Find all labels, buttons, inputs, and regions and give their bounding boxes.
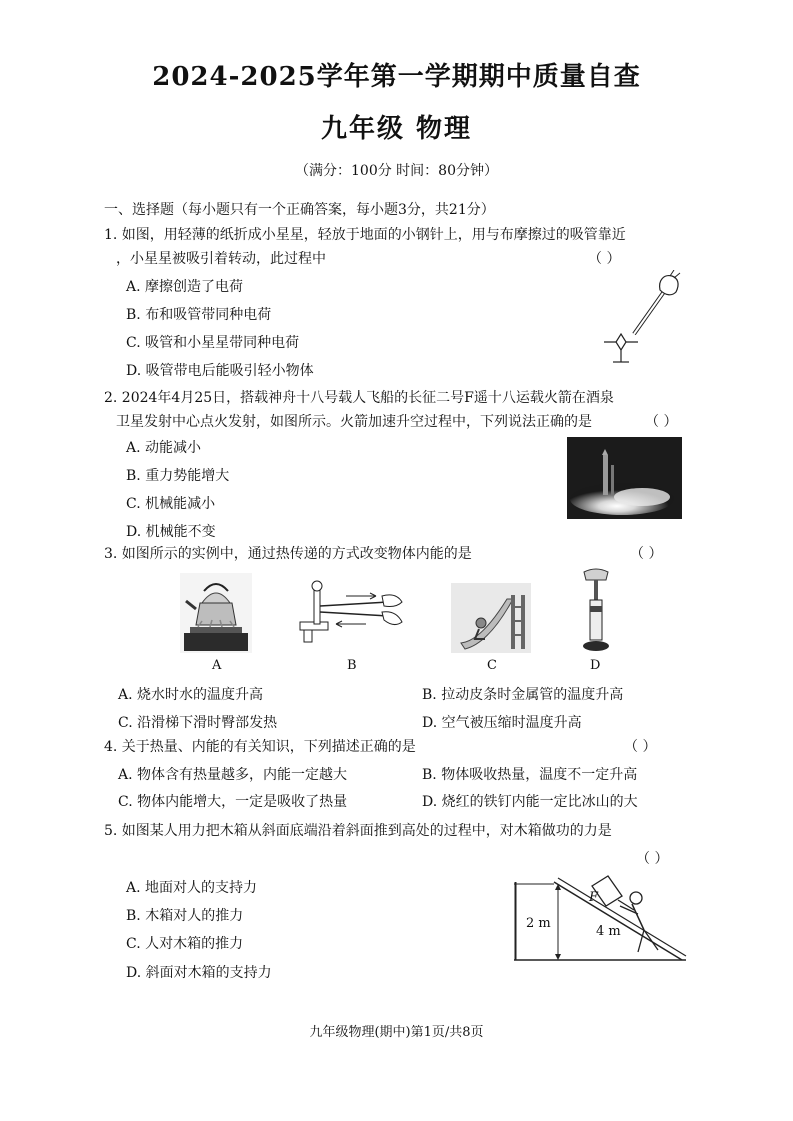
section-heading: 一、选择题（每小题只有一个正确答案，每小题3分，共21分）	[104, 202, 495, 218]
q1-option-d: D. 吸管带电后能吸引轻小物体	[126, 363, 314, 379]
q4-option-b: B. 物体吸收热量，温度不一定升高	[422, 767, 638, 783]
q3-figure-d-air-pump	[578, 566, 614, 656]
q5-option-b: B. 木箱对人的推力	[126, 908, 244, 924]
q3-stem: 3. 如图所示的实例中，通过热传递的方式改变物体内能的是	[104, 546, 472, 562]
q2-stem-line2: 卫星发射中心点火发射，如图所示。火箭加速升空过程中，下列说法正确的是	[116, 414, 592, 430]
q5-option-a: A. 地面对人的支持力	[126, 880, 258, 896]
q4-option-a: A. 物体含有热量越多，内能一定越大	[118, 767, 348, 783]
q5-option-c: C. 人对木箱的推力	[126, 936, 244, 952]
q3-figure-a-kettle	[180, 573, 252, 653]
q4-answer-blank: （ ）	[624, 739, 657, 755]
q4-option-c: C. 物体内能增大，一定是吸收了热量	[118, 794, 348, 810]
q3-option-a: A. 烧水时水的温度升高	[118, 687, 264, 703]
q3-fig-label-b: B	[347, 658, 357, 673]
q5-length-label: 4 m	[596, 924, 621, 939]
q3-fig-label-d: D	[590, 658, 601, 673]
exam-meta: （满分：100分 时间：80分钟）	[295, 163, 498, 179]
q3-answer-blank: （ ）	[630, 546, 663, 562]
q4-stem: 4. 关于热量、内能的有关知识，下列描述正确的是	[104, 739, 416, 755]
q1-stem-line1: 1. 如图，用轻薄的纸折成小星星，轻放于地面的小钢针上，用与布摩擦过的吸管靠近	[104, 227, 626, 243]
q3-fig-label-a: A	[212, 658, 222, 673]
q5-force-label: F	[589, 890, 599, 905]
q3-figure-c-slide	[451, 583, 531, 653]
page-footer: 九年级物理(期中)第1页/共8页	[309, 1025, 484, 1040]
q5-height-label: 2 m	[526, 916, 551, 931]
q1-answer-blank: （ ）	[588, 251, 621, 267]
q1-stem-line2: ，小星星被吸引着转动，此过程中	[116, 251, 326, 267]
q1-option-b: B. 布和吸管带同种电荷	[126, 307, 272, 323]
q3-fig-label-c: C	[487, 658, 497, 673]
q3-option-b: B. 拉动皮条时金属管的温度升高	[422, 687, 624, 703]
q2-option-c: C. 机械能减小	[126, 496, 216, 512]
q3-option-d: D. 空气被压缩时温度升高	[422, 715, 582, 731]
exam-subject: 九年级 物理	[320, 114, 473, 144]
q3-figure-b-strap-tube	[296, 578, 406, 650]
q4-option-d: D. 烧红的铁钉内能一定比冰山的大	[422, 794, 638, 810]
q1-option-a: A. 摩擦创造了电荷	[126, 279, 244, 295]
q2-answer-blank: （ ）	[645, 414, 678, 430]
q1-figure-star-straw	[598, 270, 688, 370]
q5-answer-blank: （ ）	[636, 851, 669, 867]
q2-option-b: B. 重力势能增大	[126, 468, 230, 484]
q5-stem: 5. 如图某人用力把木箱从斜面底端沿着斜面推到高处的过程中，对木箱做功的力是	[104, 823, 612, 839]
q3-option-c: C. 沿滑梯下滑时臀部发热	[118, 715, 278, 731]
q5-option-d: D. 斜面对木箱的支持力	[126, 965, 272, 981]
q2-option-a: A. 动能减小	[126, 440, 202, 456]
q2-option-d: D. 机械能不变	[126, 524, 216, 540]
q2-stem-line1: 2. 2024年4月25日，搭载神舟十八号载人飞船的长征二号F遥十八运载火箭在酒泉	[104, 390, 614, 406]
exam-title: 2024-2025学年第一学期期中质量自查	[152, 62, 641, 92]
q1-option-c: C. 吸管和小星星带同种电荷	[126, 335, 300, 351]
q2-figure-rocket-launch	[567, 437, 682, 519]
